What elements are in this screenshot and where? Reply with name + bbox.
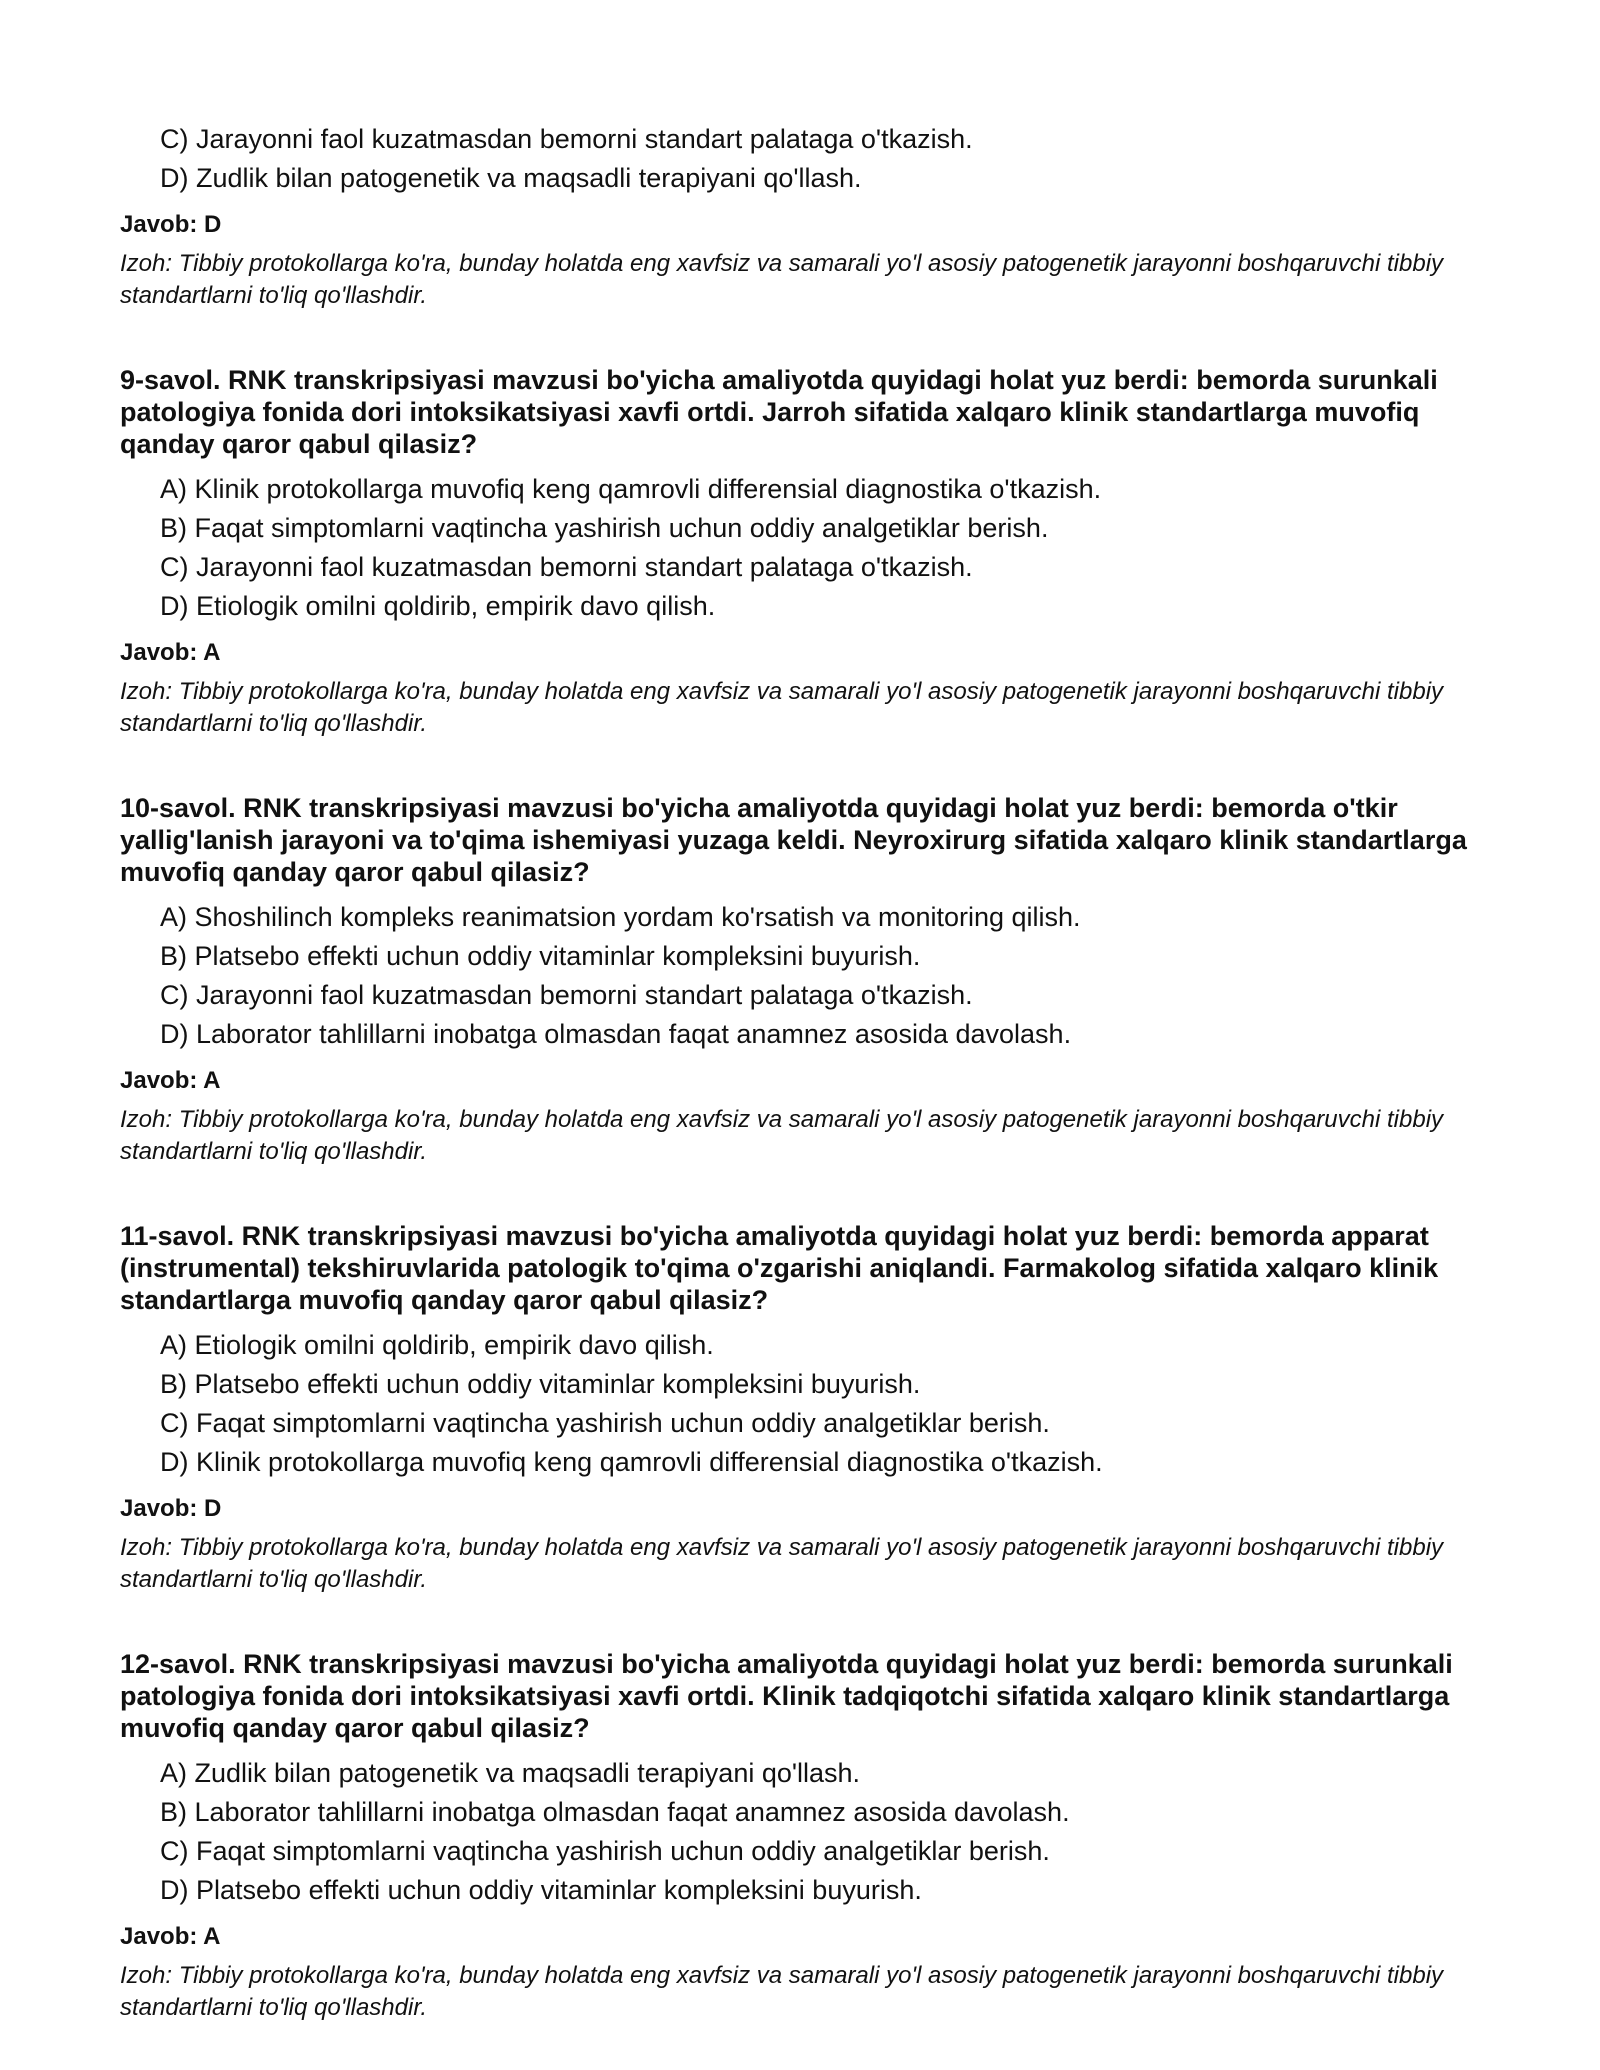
explanation-note: Izoh: Tibbiy protokollarga ko'ra, bunday holatda eng xavfsiz va samarali yo'l asosiy patogenetik jarayonni boshqaruvchi tibbiy standartlarni to'liq qo'llashdir.: [120, 678, 1444, 737]
question-block-12: [120, 1648, 1500, 2024]
answer-line: Javob: D: [120, 1495, 222, 1522]
option-b: B) Platsebo effekti uchun oddiy vitaminlar kompleksini buyurish.: [160, 1369, 921, 1399]
option-b: B) Faqat simptomlarni vaqtincha yashirish uchun oddiy analgetiklar berish.: [160, 513, 1049, 543]
option-c: C) Jarayonni faol kuzatmasdan bemorni standart palataga o'tkazish.: [160, 980, 973, 1010]
question-block-10: [120, 792, 1500, 1168]
question-block-continued: [120, 120, 1500, 312]
option-b: B) Laborator tahlillarni inobatga olmasdan faqat anamnez asosida davolash.: [160, 1797, 1070, 1827]
explanation-note: Izoh: Tibbiy protokollarga ko'ra, bunday holatda eng xavfsiz va samarali yo'l asosiy patogenetik jarayonni boshqaruvchi tibbiy standartlarni to'liq qo'llashdir.: [120, 1534, 1444, 1593]
option-c: C) Faqat simptomlarni vaqtincha yashirish uchun oddiy analgetiklar berish.: [160, 1836, 1050, 1866]
option-a: A) Etiologik omilni qoldirib, empirik davo qilish.: [160, 1330, 714, 1360]
question-title: 11-savol. RNK transkripsiyasi mavzusi bo'yicha amaliyotda quyidagi holat yuz berdi: bemorda apparat (instrumental) tekshiruvlarida patologik to'qima o'zgarishi aniqlandi. Farmakolog sifatida xalqaro klinik standartlarga muvofiq qanday qaror qabul qilasiz?: [120, 1221, 1439, 1315]
question-block-9: [120, 364, 1500, 740]
question-block-11: [120, 1220, 1500, 1596]
option-d: D) Zudlik bilan patogenetik va maqsadli terapiyani qo'llash.: [160, 163, 862, 193]
option-c: C) Jarayonni faol kuzatmasdan bemorni standart palataga o'tkazish.: [160, 552, 973, 582]
question-title: 9-savol. RNK transkripsiyasi mavzusi bo'yicha amaliyotda quyidagi holat yuz berdi: bemorda surunkali patologiya fonida dori intoksikatsiyasi xavfi ortdi. Jarroh sifatida xalqaro klinik standartlarga muvofiq qanday qaror qabul qilasiz?: [120, 365, 1438, 459]
option-c: C) Jarayonni faol kuzatmasdan bemorni standart palataga o'tkazish.: [160, 124, 973, 154]
explanation-note: Izoh: Tibbiy protokollarga ko'ra, bunday holatda eng xavfsiz va samarali yo'l asosiy patogenetik jarayonni boshqaruvchi tibbiy standartlarni to'liq qo'llashdir.: [120, 1962, 1444, 2021]
question-title: 12-savol. RNK transkripsiyasi mavzusi bo'yicha amaliyotda quyidagi holat yuz berdi: bemorda surunkali patologiya fonida dori intoksikatsiyasi xavfi ortdi. Klinik tadqiqotchi sifatida xalqaro klinik standartlarga muvofiq qanday qaror qabul qilasiz?: [120, 1649, 1453, 1743]
option-a: A) Klinik protokollarga muvofiq keng qamrovli differensial diagnostika o'tkazish.: [160, 474, 1102, 504]
explanation-note: Izoh: Tibbiy protokollarga ko'ra, bunday holatda eng xavfsiz va samarali yo'l asosiy patogenetik jarayonni boshqaruvchi tibbiy standartlarni to'liq qo'llashdir.: [120, 1106, 1444, 1165]
answer-line: Javob: A: [120, 1067, 221, 1094]
option-a: A) Zudlik bilan patogenetik va maqsadli terapiyani qo'llash.: [160, 1758, 861, 1788]
document-page: [120, 120, 1500, 2024]
option-d: D) Laborator tahlillarni inobatga olmasdan faqat anamnez asosida davolash.: [160, 1019, 1072, 1049]
option-d: D) Platsebo effekti uchun oddiy vitaminlar kompleksini buyurish.: [160, 1875, 922, 1905]
option-d: D) Etiologik omilni qoldirib, empirik davo qilish.: [160, 591, 716, 621]
answer-line: Javob: D: [120, 211, 222, 238]
explanation-note: Izoh: Tibbiy protokollarga ko'ra, bunday holatda eng xavfsiz va samarali yo'l asosiy patogenetik jarayonni boshqaruvchi tibbiy standartlarni to'liq qo'llashdir.: [120, 250, 1444, 309]
option-d: D) Klinik protokollarga muvofiq keng qamrovli differensial diagnostika o'tkazish.: [160, 1447, 1103, 1477]
question-title: 10-savol. RNK transkripsiyasi mavzusi bo'yicha amaliyotda quyidagi holat yuz berdi: bemorda o'tkir yallig'lanish jarayoni va to'qima ishemiyasi yuzaga keldi. Neyroxirurg sifatida xalqaro klinik standartlarga muvofiq qanday qaror qabul qilasiz?: [120, 793, 1467, 887]
option-c: C) Faqat simptomlarni vaqtincha yashirish uchun oddiy analgetiklar berish.: [160, 1408, 1050, 1438]
answer-line: Javob: A: [120, 1923, 221, 1950]
answer-line: Javob: A: [120, 639, 221, 666]
option-a: A) Shoshilinch kompleks reanimatsion yordam ko'rsatish va monitoring qilish.: [160, 902, 1081, 932]
option-b: B) Platsebo effekti uchun oddiy vitaminlar kompleksini buyurish.: [160, 941, 921, 971]
